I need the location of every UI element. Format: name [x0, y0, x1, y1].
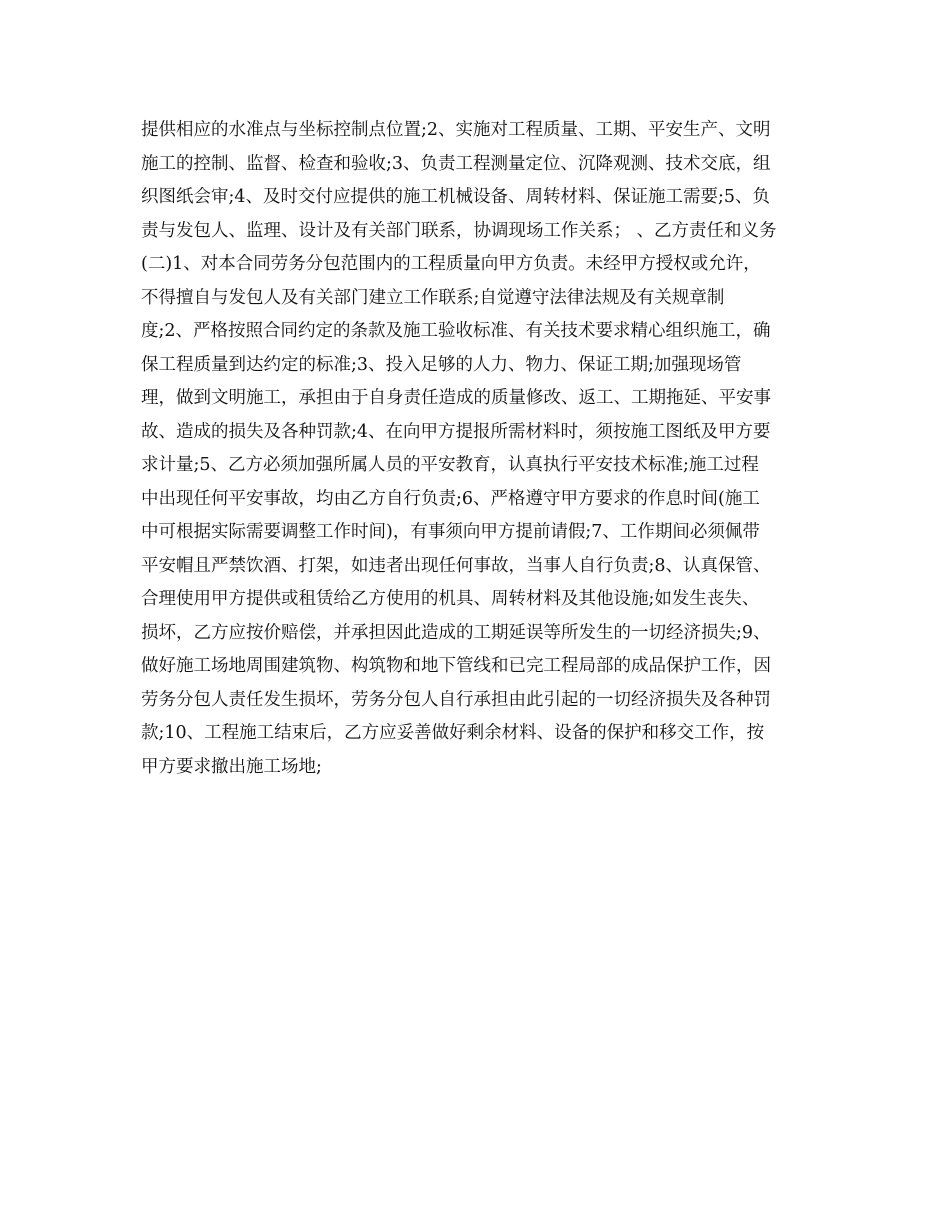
- text-line: 中可根据实际需要调整工作时间)，有事须向甲方提前请假;7、工作期间必须佩带: [141, 522, 760, 542]
- text-line: 款;10、工程施工结束后，乙方应妥善做好剩余材料、设备的保护和移交工作，按: [141, 723, 765, 743]
- text-line: (二)1、对本合同劳务分包范围内的工程质量向甲方负责。未经甲方授权或允许，: [141, 254, 761, 274]
- text-line: 保工程质量到达约定的标准;3、投入足够的人力、物力、保证工期;加强现场管: [141, 354, 742, 375]
- text-line: 提供相应的水准点与坐标控制点位置;2、实施对工程质量、工期、平安生产、文明: [141, 120, 771, 140]
- text-line: 中出现任何平安事故，均由乙方自行负责;6、严格遵守甲方要求的作息时间(施工: [141, 488, 760, 509]
- text-line: 度;2、严格按照合同约定的条款及施工验收标准、有关技术要求精心组织施工，确: [141, 321, 771, 341]
- text-line: 合理使用甲方提供或租赁给乙方使用的机具、周转材料及其他设施;如发生丧失、: [141, 589, 760, 609]
- body-paragraph: [141, 114, 821, 784]
- text-line: 平安帽且严禁饮酒、打架，如违者出现任何事故，当事人自行负责;8、认真保管、: [141, 555, 771, 576]
- text-line: 求计量;5、乙方必须加强所属人员的平安教育，认真执行平安技术标准;施工过程: [141, 455, 759, 475]
- text-line: 不得擅自与发包人及有关部门建立工作联系;自觉遵守法律法规及有关规章制: [141, 287, 725, 308]
- text-line: 施工的控制、监督、检查和验收;3、负责工程测量定位、沉降观测、技术交底，组: [141, 153, 771, 174]
- text-line: 甲方要求撤出施工场地;: [141, 756, 322, 777]
- text-line: 故、造成的损失及各种罚款;4、在向甲方提报所需材料时，须按施工图纸及甲方要: [141, 421, 771, 442]
- text-line: 织图纸会审;4、及时交付应提供的施工机械设备、周转材料、保证施工需要;5、负: [141, 187, 771, 207]
- text-line: 做好施工场地周围建筑物、构筑物和地下管线和已完工程局部的成品保护工作，因: [141, 656, 771, 676]
- text-line: 损坏，乙方应按价赔偿，并承担因此造成的工期延误等所发生的一切经济损失;9、: [141, 622, 771, 643]
- text-line: 责与发包人、监理、设计及有关部门联系，协调现场工作关系； 、乙方责任和义务: [141, 220, 777, 241]
- text-line: 劳务分包人责任发生损坏，劳务分包人自行承担由此引起的一切经济损失及各种罚: [141, 689, 771, 710]
- text-line: 理，做到文明施工，承担由于自身责任造成的质量修改、返工、工期拖延、平安事: [141, 388, 771, 408]
